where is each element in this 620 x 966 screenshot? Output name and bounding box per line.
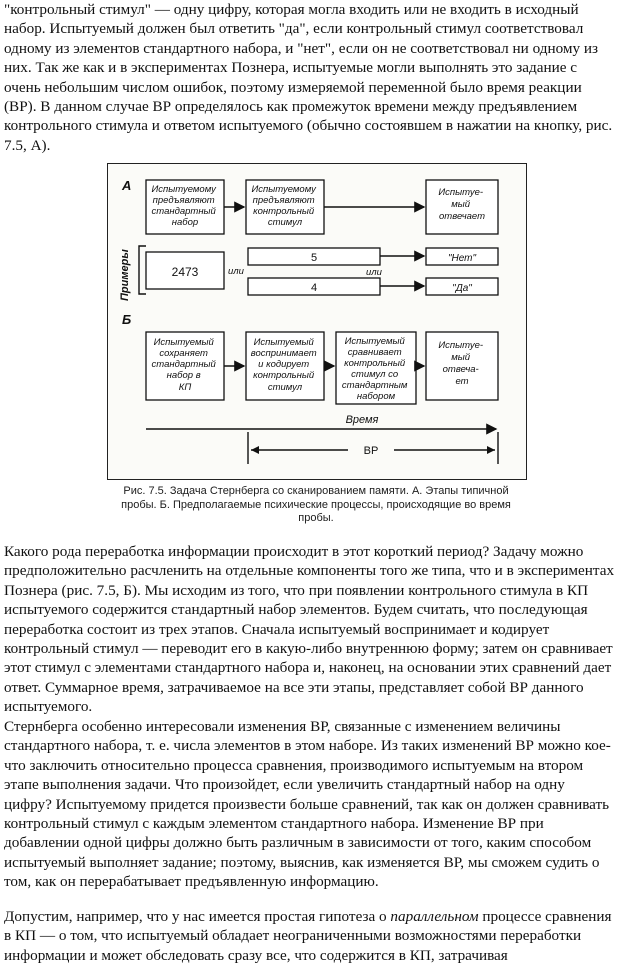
paragraph-3: Стернберга особенно интересовали изменения ВР, связанные с изменением величины стандартного набора, т. е. числа элементов в этом наборе. Из таких изменений ВР можно кое-что заключить относительно процесса сравнения, производимого испытуемым на втором этапе выполнения задачи. Что произойдет, если увеличить стандартный набор на одну цифру? Испытуемому придется произвести больше сравнений, так как он должен сравнивать контрольный стимул с каждым элементом стандартного набора. Изменение ВР при добавлении одной цифры должно быть различным в зависимости от того, каким способом испытуемый выполняет задание; поэтому, выяснив, как изменяется ВР, мы сможем судить о том, как он перерабатывает предъявленную информацию. [4, 718, 611, 891]
paragraph-4-start: Допустим, например, что у нас имеется простая гипотеза о [4, 908, 391, 925]
rt-arrowhead-left [251, 446, 259, 454]
paragraph-4 [4, 907, 616, 965]
example-answer-no: "Нет" [447, 253, 477, 264]
paragraph-4-italic: параллельном [390, 908, 479, 925]
examples-bracket [139, 246, 146, 294]
b-box3-text: Испытуемый сравнивает контрольный стимул со стандартным набором [341, 336, 408, 402]
b-box4-text: Испытуе- мый отвеча- ет [438, 340, 484, 387]
rt-arrowhead-right [487, 446, 495, 454]
a-box1-text: Испытуемому предъявляют стандартный набор [151, 184, 216, 228]
example-or-2: или [366, 267, 382, 278]
examples-label: Примеры [119, 249, 131, 301]
rt-label: ВР [363, 445, 379, 457]
label-b: Б [122, 312, 132, 327]
example-or-1: или [228, 266, 244, 277]
example-probe-2: 4 [310, 282, 318, 294]
label-a: А [122, 178, 132, 193]
paragraph-1: "контрольный стимул" — одну цифру, которая могла входить или не входить в исходный набор. Испытуемый должен был ответить "да", если контрольный стимул соответствовал одному из элементов стандартного набора, и "нет", если он не соответствовал ни одному из них. Так же как и в экспериментах Познера, испытуемые могли выполнять это задание с очень небольшим числом ошибок, поэтому измеряемой переменной было время реакции (ВР). В данном случае ВР определялось как промежуток времени между предъявлением контрольного стимула и ответом испытуемого (обычно состоявшем в нажатии на кнопку, рис. 7.5, А). [4, 1, 613, 154]
example-set: 2473 [171, 265, 199, 279]
b-box2-text: Испытуемый воспринимает и кодирует контрольный стимул [250, 337, 317, 393]
a-box2-text: Испытуемому предъявляют контрольный стимул [251, 184, 316, 228]
a-box3-text: Испытуе- мый отвечает [438, 187, 485, 222]
figure-7-5 [107, 163, 527, 480]
time-label: Время [345, 414, 379, 426]
paragraph-2: Какого рода переработка информации происходит в этот короткий период? Задачу можно предположительно расчленить на отдельные компоненты того же типа, что и в экспериментах Познера (рис. 7.5, Б). Мы исходим из того, что при появлении контрольного стимула в КП испытуемого содержится стандартный набор элементов. Будем считать, что последующая переработка состоит из трех этапов. Сначала испытуемый воспринимает и кодирует контрольный стимул — переводит его в какую-либо внутреннюю форму; затем он сравнивает этот стимул с элементами стандартного набора и, наконец, на основании этих сравнений дает ответ. Суммарное время, затрачиваемое на все эти этапы, представляет собой ВР данного испытуемого. [4, 543, 615, 716]
figure-caption: Рис. 7.5. Задача Стернберга со сканированием памяти. А. Этапы типичной пробы. Б. Предполагаемые психические процессы, происходящие во время пробы. [121, 485, 511, 524]
b-box1-text: Испытуемый сохраняет стандартный набор в КП [151, 337, 216, 393]
example-probe-1: 5 [310, 252, 318, 264]
paragraph-4-end: процессе сравнения в КП — о том, что испытуемый обладает неограниченными возможностями переработки информации и может обследовать сразу все, что содержится в КП, затрачивая [4, 908, 612, 964]
sternberg-diagram [108, 164, 526, 479]
example-answer-yes: "Да" [452, 283, 472, 294]
